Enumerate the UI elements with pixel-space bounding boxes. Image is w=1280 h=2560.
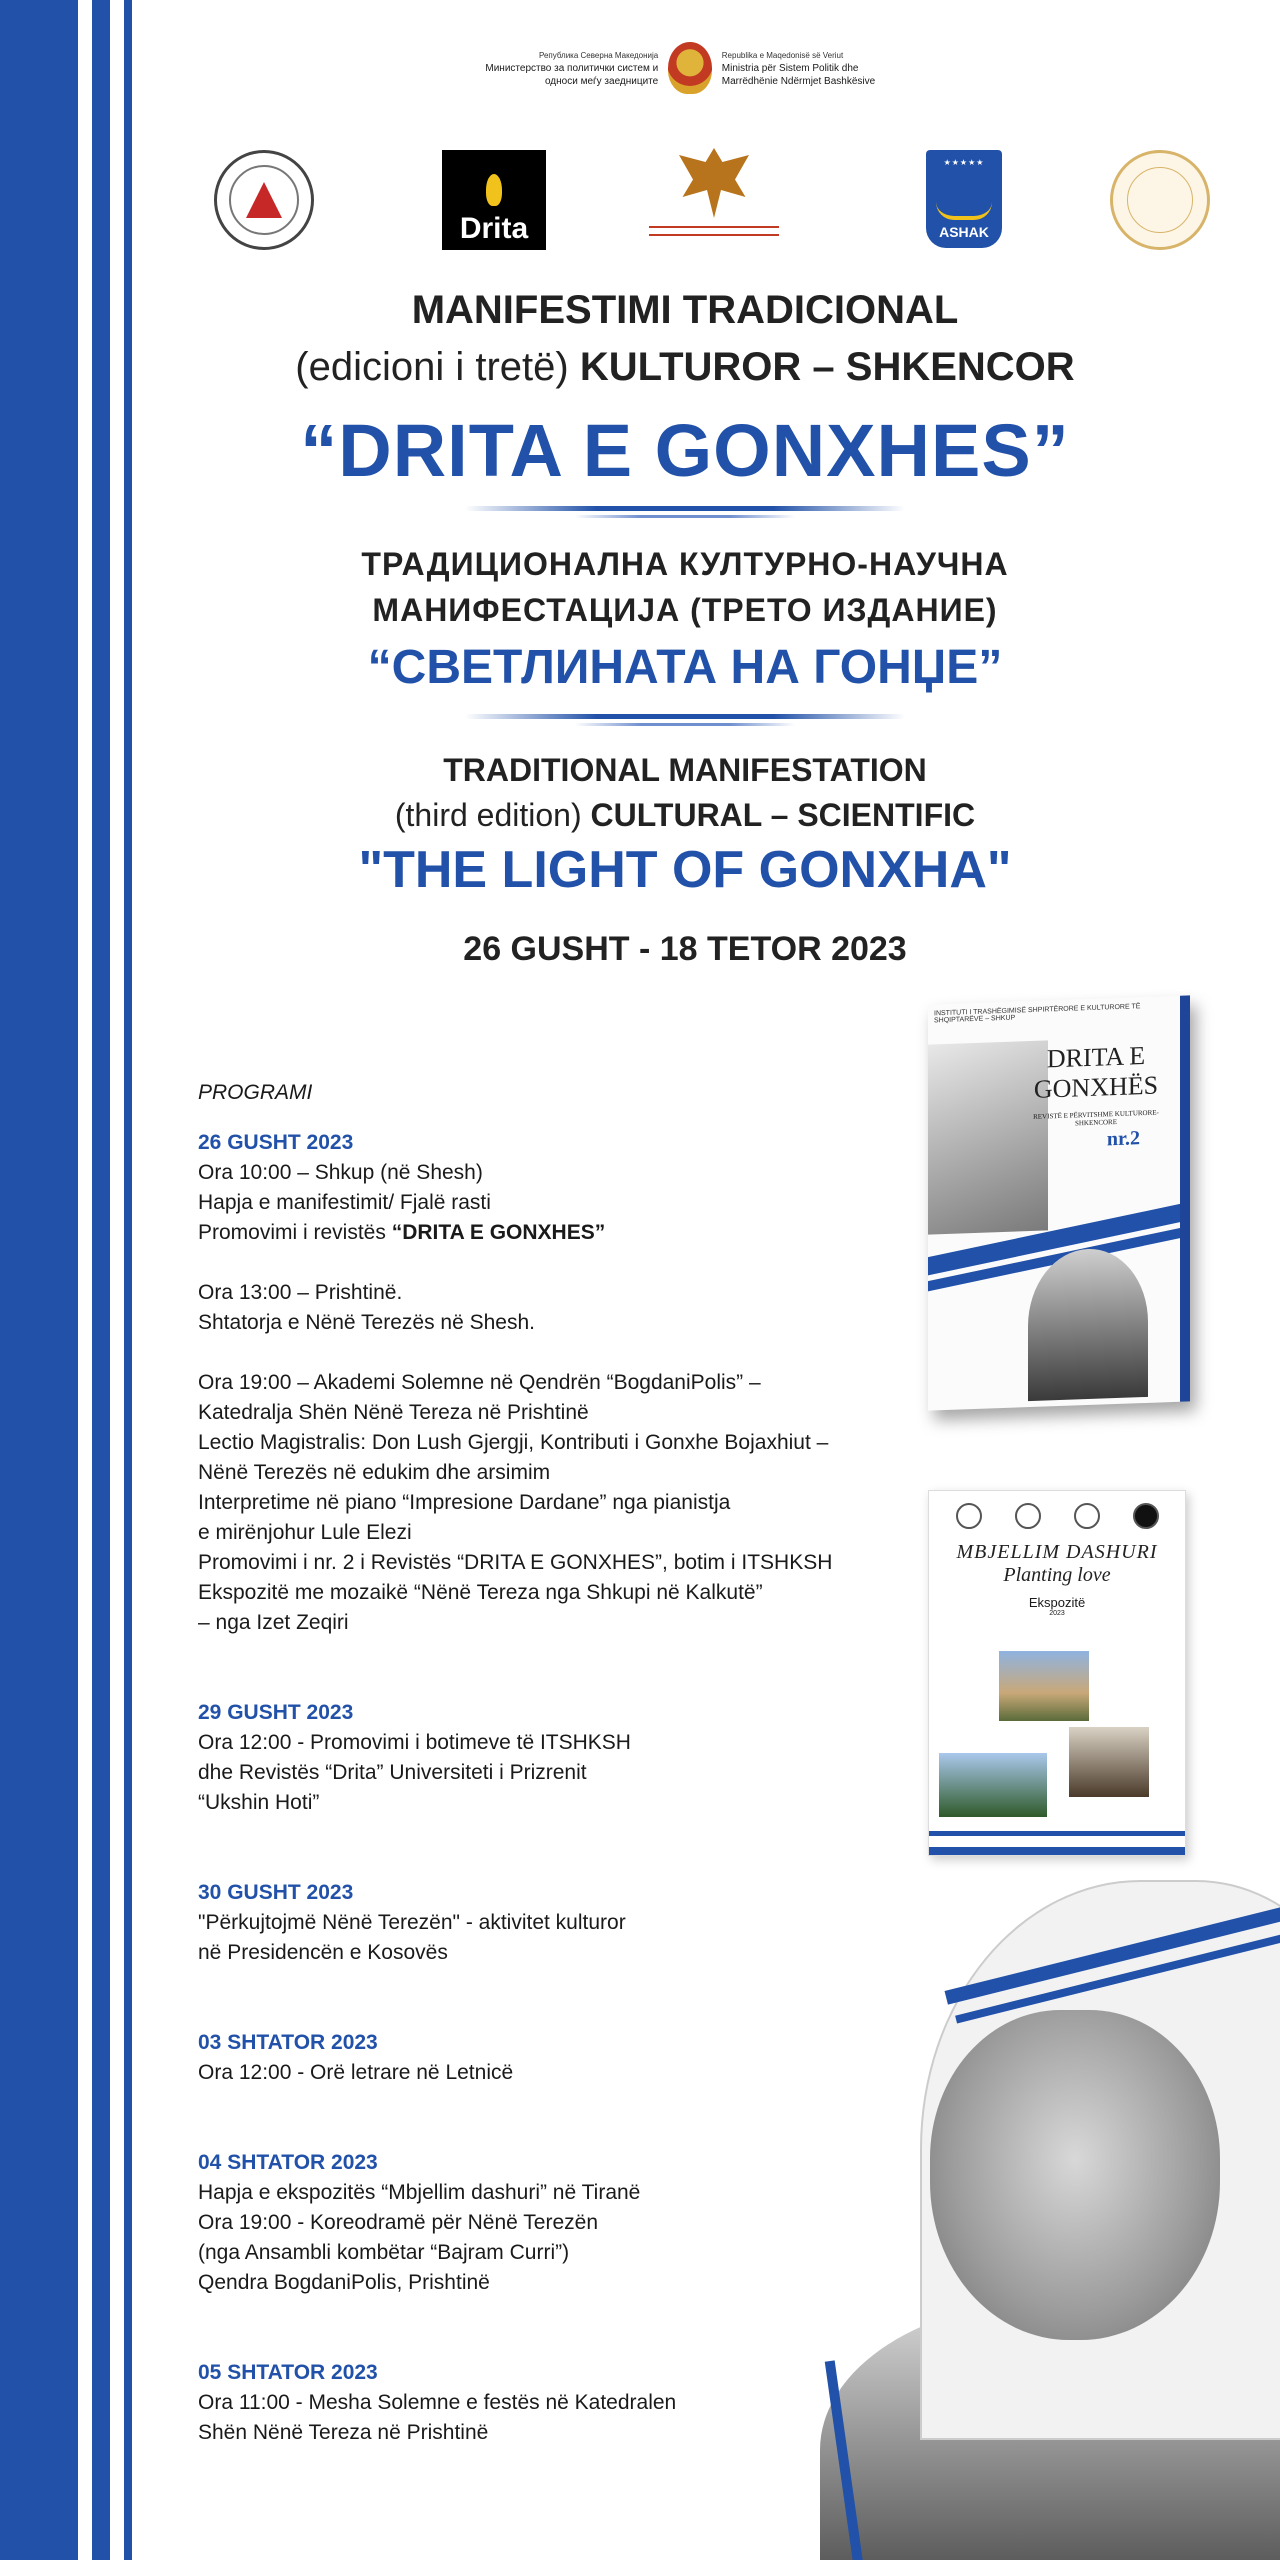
magazine-photo-young-gonxha (1028, 1247, 1148, 1401)
program-date: 29 GUSHT 2023 (198, 1701, 354, 1724)
heading-sq-edition: (edicioni i tretë) (295, 345, 569, 389)
program-line: Qendra BogdaniPolis, Prishtinë (198, 2271, 490, 2294)
program-line: Ora 19:00 – Akademi Solemne në Qendrën “BogdaniPolis” – (198, 1371, 761, 1394)
program-line: Katedralja Shën Nënë Tereza në Prishtinë (198, 1401, 589, 1424)
program (198, 1078, 898, 2448)
program-line: “Ukshin Hoti” (198, 1791, 320, 1814)
ministry-sq (722, 49, 910, 88)
state-emblem-icon (668, 42, 712, 94)
program-line: "Përkujtojmë Nënë Terezën" - aktivitet kulturor (198, 1911, 626, 1934)
institute-logo-icon (214, 150, 314, 250)
brochure-logos (929, 1491, 1185, 1529)
program-date: 05 SHTATOR 2023 (198, 2361, 378, 2384)
heading-en-type: CULTURAL – SCIENTIFIC (590, 797, 976, 833)
brochure-photo (939, 1753, 1047, 1817)
brochure-photo (1069, 1727, 1149, 1797)
program-line: Shën Nënë Tereza në Prishtinë (198, 2421, 489, 2444)
program-line: Ora 12:00 - Orë letrare në Letnicë (198, 2061, 514, 2084)
program-date: 04 SHTATOR 2023 (198, 2151, 378, 2174)
program-line: (nga Ansambli kombëtar “Bajram Curri”) (198, 2241, 570, 2264)
title-sq: “DRITA E GONXHES” (300, 409, 1070, 492)
heading-sq-line2 (215, 345, 1155, 390)
program-line: Ora 11:00 - Mesha Solemne e festës në Katedralen (198, 2391, 677, 2414)
title-en: "THE LIGHT OF GONXHA" (358, 841, 1012, 899)
ashak-logo-word: ASHAK (939, 224, 989, 240)
mother-teresa-portrait (800, 1880, 1280, 2560)
magazine-subtitle: REVISTË E PËRVITSHME KULTURORE-SHKENCORE (1033, 1108, 1159, 1128)
ministry-header (470, 40, 910, 96)
program-date: 30 GUSHT 2023 (198, 1881, 354, 1904)
eagle-crest-logo-icon (648, 148, 780, 248)
left-stripe-medium (92, 0, 110, 2560)
program-line: Ora 13:00 – Prishtinë. (198, 1281, 403, 1304)
drita-logo-word: Drita (459, 212, 529, 245)
heading-mk-line2: МАНИФЕСТАЦИЈА (ТРЕТО ИЗДАНИЕ) (372, 592, 998, 628)
program-line-text: Promovimi i revistës (198, 1221, 392, 1244)
heading-en-edition: (third edition) (394, 797, 582, 833)
program-line: Shtatorja e Nënë Terezës në Shesh. (198, 1311, 535, 1334)
ministry-mk (470, 49, 658, 88)
program-line: Promovimi i nr. 2 i Revistës “DRITA E GONXHES”, botim i ITSHKSH (198, 1551, 833, 1574)
brochure-year: 2023 (1049, 1610, 1065, 1617)
heading-sq-type: KULTUROR – SHKENCOR (579, 345, 1075, 389)
exhibition-brochure (928, 1490, 1186, 1856)
brochure-title-en: Planting love (1003, 1564, 1111, 1586)
ministry-mk-name: Министерство за политички систем и односи меѓу заедниците (485, 62, 659, 87)
program-line: dhe Revistës “Drita” Universiteti i Prizrenit (198, 1761, 587, 1784)
brochure-logo-icon (1074, 1503, 1100, 1529)
program-line: në Presidencën e Kosovës (198, 1941, 448, 1964)
brochure-logo-icon (1133, 1503, 1159, 1529)
heading-mk-line1: ТРАДИЦИОНАЛНА КУЛТУРНО-НАУЧНА (361, 546, 1009, 582)
heading-en-line2 (215, 797, 1155, 834)
program-line: – nga Izet Zeqiri (198, 1611, 349, 1634)
program-line: Ora 10:00 – Shkup (në Shesh) (198, 1161, 483, 1184)
program-line-bold: “DRITA E GONXHES” (391, 1221, 606, 1244)
left-stripe-wide (0, 0, 78, 2560)
drita-logo-icon (442, 150, 546, 250)
brochure-title: MBJELLIM DASHURI (956, 1541, 1158, 1563)
program-line: Ekspozitë me mozaikë “Nënë Tereza nga Shkupi në Kalkutë” (198, 1581, 763, 1604)
magazine-cover (928, 995, 1190, 1410)
divider-1 (465, 506, 905, 511)
program-date: 26 GUSHT 2023 (198, 1131, 354, 1154)
ministry-sq-country: Republika e Maqedonisë së Veriut (721, 50, 844, 60)
program-line (198, 1218, 898, 1248)
program-label: PROGRAMI (198, 1081, 313, 1104)
brochure-photo (999, 1651, 1089, 1721)
program-line: Ora 12:00 - Promovimi i botimeve të ITSHKSH (198, 1731, 631, 1754)
program-line: e mirënjohur Lule Elezi (198, 1521, 412, 1544)
brochure-footer-bars (929, 1831, 1185, 1855)
divider-2 (465, 714, 905, 719)
program-line: Hapja e ekspozitës “Mbjellim dashuri” në Tiranë (198, 2181, 641, 2204)
portrait-face (930, 2010, 1220, 2340)
event-dates: 26 GUSHT - 18 TETOR 2023 (463, 930, 907, 968)
magazine-number: nr.2 (1106, 1127, 1140, 1151)
brochure-logo-icon (956, 1503, 982, 1529)
brochure-subtitle: Ekspozitë (1028, 1595, 1086, 1610)
program-line: Hapja e manifestimit/ Fjalë rasti (198, 1191, 491, 1214)
ministry-mk-country: Република Северна Македонија (538, 50, 659, 60)
title-mk: “СВЕТЛИНАТА НА ГОНЏЕ” (367, 641, 1003, 694)
ministry-sq-name: Ministria për Sistem Politik dhe Marrëdhënie Ndërmjet Bashkësive (721, 62, 876, 87)
heading-en-line1: TRADITIONAL MANIFESTATION (443, 752, 927, 788)
university-prizren-logo-icon (1110, 150, 1210, 250)
program-line: Ora 19:00 - Koreodramë për Nënë Terezën (198, 2211, 599, 2234)
heading-sq-line1: MANIFESTIMI TRADICIONAL (411, 288, 959, 332)
brochure-logo-icon (1015, 1503, 1041, 1529)
magazine-title: DRITA E GONXHËS (1033, 1040, 1159, 1104)
program-line: Lectio Magistralis: Don Lush Gjergji, Kontributi i Gonxhe Bojaxhiut – (198, 1431, 829, 1454)
program-line: Interpretime në piano “Impresione Dardane” nga pianistja (198, 1491, 731, 1514)
ashak-logo-icon: ★★★★★ ASHAK (926, 150, 1002, 248)
program-line: Nënë Terezës në edukim dhe arsimim (198, 1461, 551, 1484)
program-date: 03 SHTATOR 2023 (198, 2031, 378, 2054)
left-stripe-thin (124, 0, 132, 2560)
magazine-publisher: INSTITUTI I TRASHËGIMISË SHPIRTËRORE E KULTURORE TË SHQIPTARËVE – SHKUP (934, 1003, 1141, 1025)
